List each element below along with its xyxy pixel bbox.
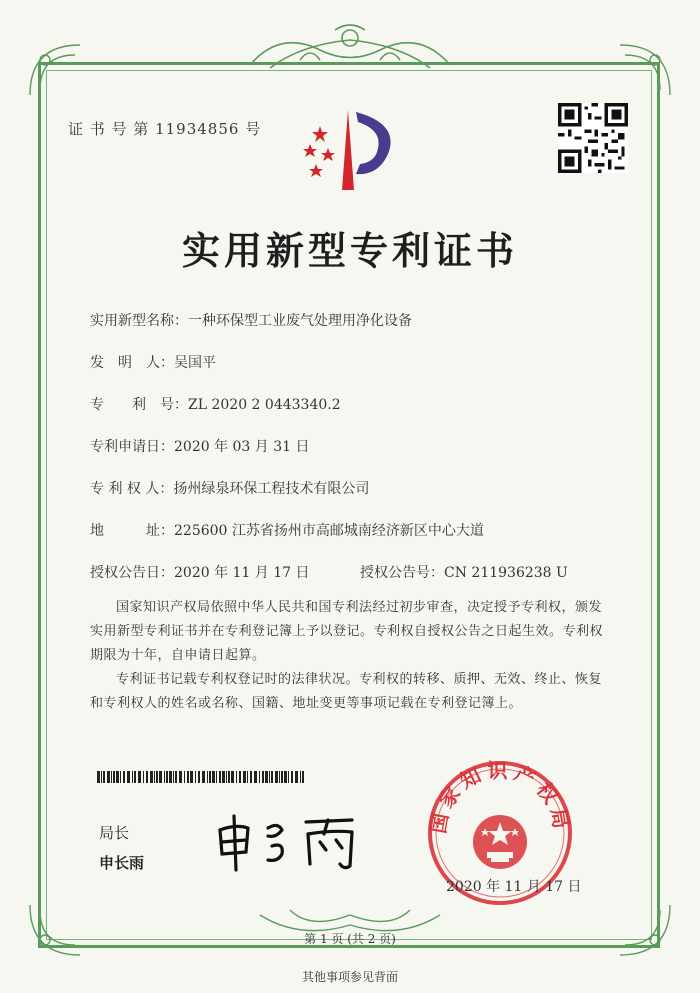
field-value: 一种环保型工业废气处理用净化设备 — [188, 313, 412, 329]
field-value: 2020 年 03 月 31 日 — [174, 439, 310, 455]
certificate-title: 实用新型专利证书 — [181, 228, 518, 273]
corner-ornament-icon — [615, 40, 675, 100]
field-value: 吴国平 — [174, 355, 216, 371]
page-number: 第 1 页 (共 2 页) — [304, 932, 396, 946]
field-label: 授权公告日： — [90, 565, 174, 581]
body-paragraph-2: 专利证书记载专利权登记时的法律状况。专利权的转移、质押、无效、终止、恢复和专利权人的姓名或名称、国籍、地址变更等事项记载在专利登记簿上。 — [90, 672, 603, 711]
field-value: CN 211936238 U — [444, 565, 568, 581]
field-patent-number — [90, 394, 341, 414]
field-label: 专 利 号： — [90, 397, 188, 413]
svg-text:国家知识产权局: 国家知识产权局 — [425, 758, 575, 836]
field-value: 225600 江苏省扬州市高邮城南经济新区中心大道 — [174, 523, 484, 539]
field-filing-date — [90, 436, 310, 456]
patent-office-logo-icon — [290, 104, 400, 194]
body-paragraph-1: 国家知识产权局依照中华人民共和国专利法经过初步审查，决定授予专利权，颁发实用新型专利证书并在专利登记簿上予以登记。专利权自授权公告之日起生效。专利权期限为十年，自申请日起算。 — [90, 600, 604, 663]
director-title: 局长 — [99, 824, 130, 842]
field-label: 专 利 权 人： — [90, 481, 174, 497]
footnote: 其他事项参见背面 — [301, 970, 398, 984]
field-value: 2020 年 11 月 17 日 — [174, 565, 310, 581]
qr-code-icon — [558, 103, 628, 173]
certificate-number: 证 书 号 第 11934856 号 — [68, 120, 262, 138]
field-value: ZL 2020 2 0443340.2 — [188, 397, 341, 413]
corner-ornament-icon — [25, 40, 85, 100]
field-address — [90, 520, 484, 540]
field-label: 授权公告号： — [360, 565, 444, 581]
handwritten-signature — [212, 812, 362, 872]
field-patentee — [90, 478, 369, 498]
field-label: 发 明 人： — [90, 355, 174, 371]
field-utility-model-name — [90, 310, 412, 330]
director-name: 申长雨 — [99, 854, 145, 872]
field-label: 实用新型名称： — [90, 313, 188, 329]
barcode-icon — [97, 771, 307, 783]
field-grant-date — [90, 562, 310, 582]
field-inventor — [90, 352, 216, 372]
field-label: 地 址： — [90, 523, 174, 539]
top-ornament-icon — [240, 20, 460, 80]
seal-date: 2020 年 11 月 17 日 — [446, 879, 582, 895]
field-label: 专利申请日： — [90, 439, 174, 455]
field-value: 扬州绿泉环保工程技术有限公司 — [173, 481, 370, 497]
field-grant-number — [360, 562, 568, 582]
